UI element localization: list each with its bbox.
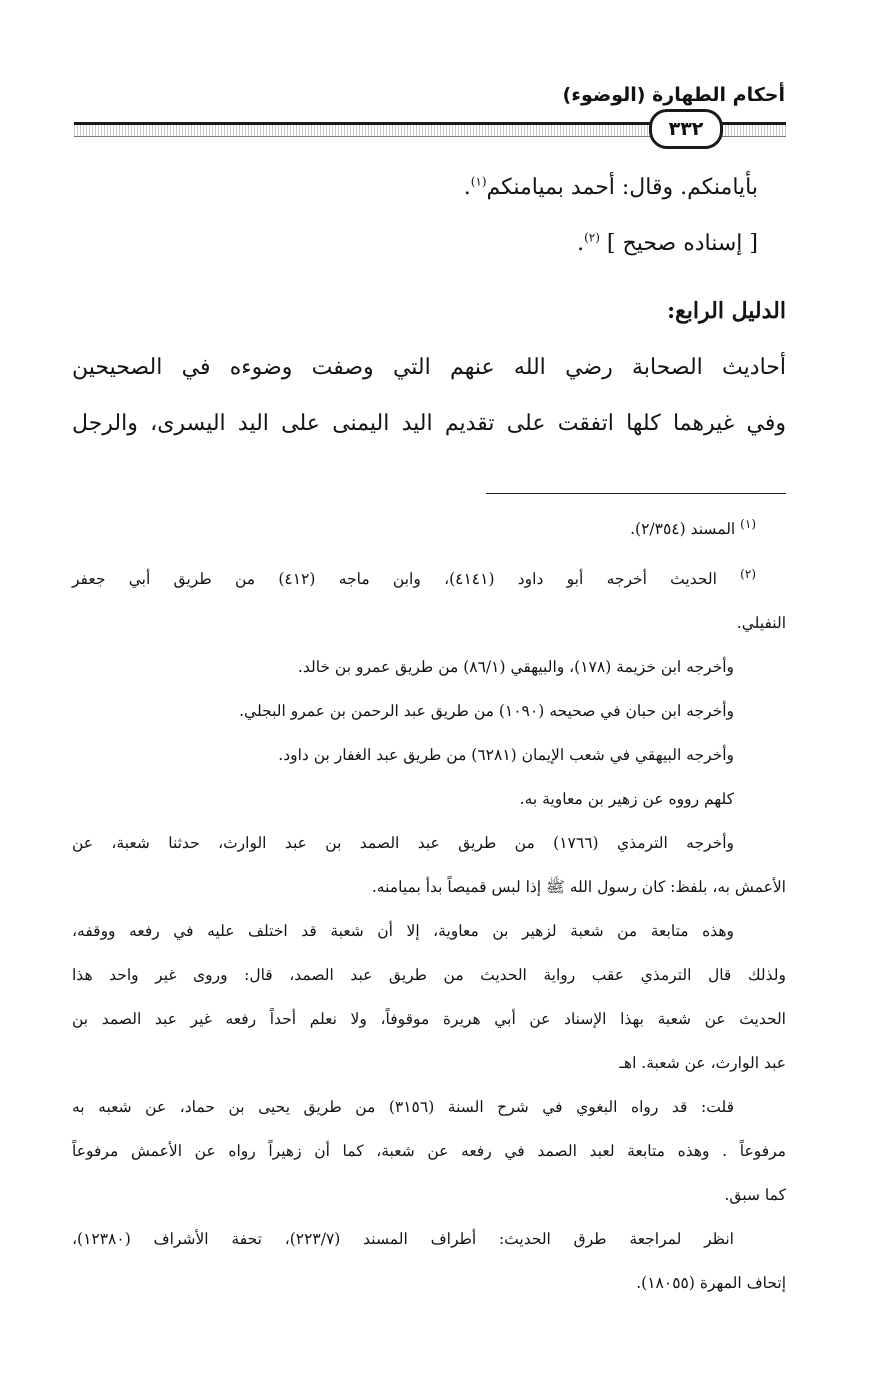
- footnotes: [72, 507, 786, 1305]
- section-heading: الدليل الرابع:: [666, 298, 786, 324]
- body-line: [ إسناده صحيح ] $^{(٢)}$.: [577, 230, 758, 256]
- footnote-line: وأخرجه ابن خزيمة (١٧٨)، والبيهقي (٨٦/١) من طريق عمرو بن خالد.: [297, 658, 734, 676]
- footnote-line: كما سبق.: [724, 1186, 786, 1204]
- footnote-line: النفيلي.: [736, 614, 786, 632]
- footnote-separator: [486, 493, 786, 494]
- footnote-line: وأخرجه البيهقي في شعب الإيمان (٦٢٨١) من طريق عبد الغفار بن داود.: [278, 746, 734, 764]
- footnote-line: كلهم رووه عن زهير بن معاوية به.: [519, 790, 734, 808]
- body-line: وفي غيرهما كلها اتفقت على تقديم اليد اليمنى على اليد اليسرى، والرجل: [72, 411, 786, 436]
- body-line: بأيامنكم. وقال: أحمد بميامنكم$^{(١)}$.: [463, 174, 758, 200]
- footnote-1: $^{(١)}$ المسند (٢/٣٥٤).: [630, 516, 756, 538]
- footnote-line: قلت: قد رواه البغوي في شرح السنة (٣١٥٦) من طريق يحيى بن حماد، عن شعبه به: [72, 1098, 734, 1116]
- footnote-ref[interactable]: (١): [470, 174, 487, 189]
- footnote-line: وهذه متابعة من شعبة لزهير بن معاوية، إلا أن شعبة قد اختلف عليه في رفعه ووقفه،: [72, 922, 734, 940]
- footnote-marker: (٢): [740, 566, 756, 581]
- footnote-ref[interactable]: (٢): [584, 230, 600, 245]
- footnote-line: انظر لمراجعة طرق الحديث: أطراف المسند (٢٢٣/٧)، تحفة الأشراف (١٢٣٨٠)،: [72, 1230, 734, 1248]
- page-number: ٣٣٢: [649, 109, 723, 149]
- footnote-line: مرفوعاً . وهذه متابعة لعبد الصمد في رفعه عن شعبة، كما أن زهيراً رواه عن الأعمش مرفوعاً: [72, 1142, 786, 1160]
- footnote-line: إتحاف المهرة (١٨٠٥٥).: [636, 1274, 786, 1292]
- footnote-line: الحديث عن شعبة بهذا الإسناد عن أبي هريرة موقوفاً، ولا نعلم أحداً رفعه غير عبد الصمد بن: [72, 1010, 786, 1028]
- footnote-line: الأعمش به، بلفظ: كان رسول الله ﷺ إذا لبس قميصاً بدأ بميامنه.: [371, 878, 786, 896]
- footnote-line: عبد الوارث، عن شعبة. اهـ: [619, 1054, 786, 1072]
- main-text: [72, 160, 786, 452]
- body-line: أحاديث الصحابة رضي الله عنهم التي وصفت وضوءه في الصحيحين: [72, 355, 786, 380]
- footnote-line: وأخرجه الترمذي (١٧٦٦) من طريق عبد الصمد بن عبد الوارث، حدثنا شعبة، عن: [72, 834, 734, 852]
- footnote-marker: (١): [740, 516, 756, 531]
- footnote-line: ولذلك قال الترمذي عقب رواية الحديث من طريق عبد الصمد، قال: وروى غير واحد هذا: [72, 966, 786, 984]
- running-title: أحكام الطهارة (الوضوء): [562, 84, 785, 106]
- footnote-2: $^{(٢)}$ الحديث أخرجه أبو داود (٤١٤١)، وابن ماجه (٤١٢) من طريق أبي جعفر: [72, 566, 756, 588]
- footnote-line: وأخرجه ابن حبان في صحيحه (١٠٩٠) من طريق عبد الرحمن بن عمرو البجلي.: [239, 702, 734, 720]
